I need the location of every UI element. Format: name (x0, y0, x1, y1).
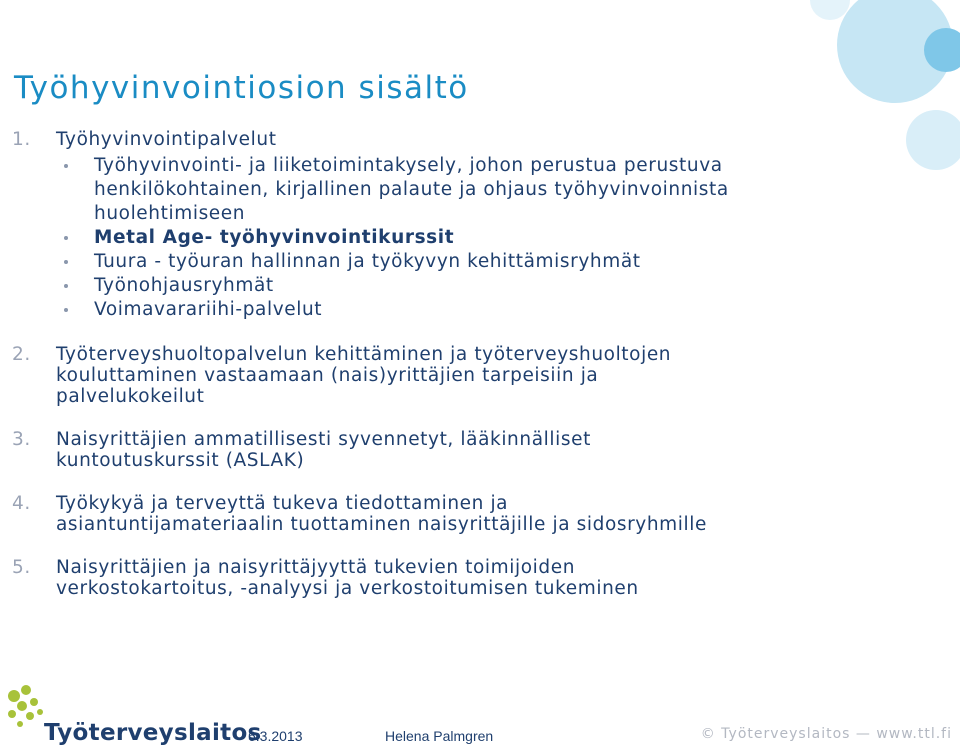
bullet-icon (64, 260, 68, 264)
slide-footer (0, 672, 960, 748)
sub-item: Metal Age- työhyvinvointikurssit (12, 226, 732, 250)
bullet-icon (64, 308, 68, 312)
logo-text: Työterveyslaitos (44, 720, 262, 746)
item-text: Työhyvinvointipalvelut (56, 129, 277, 150)
list-item-4 (12, 493, 732, 535)
list-item-3 (12, 429, 732, 471)
item-text: Työkykyä ja terveyttä tukeva tiedottaminen ja asiantuntijamateriaalin tuottaminen naisyrittäjille ja sidosryhmille (56, 493, 708, 535)
item-number: 2. (12, 344, 31, 365)
item-number: 5. (12, 557, 31, 578)
sub-item: Tuura - työuran hallinnan ja työkyvyn kehittämisryhmät (12, 250, 732, 274)
item-number: 1. (12, 129, 31, 150)
bullet-icon (64, 164, 68, 168)
bullet-icon (64, 284, 68, 288)
list-item-2 (12, 344, 732, 407)
bubble-small (810, 0, 850, 20)
item-number: 3. (12, 429, 31, 450)
slide-title: Työhyvinvointiosion sisältö (14, 70, 469, 106)
item-text: Työterveyshuoltopalvelun kehittäminen ja työterveyshuoltojen kouluttaminen vastaamaan (nais)yrittäjien tarpeisiin ja palvelukokeilut (56, 344, 672, 407)
sub-list (12, 154, 732, 322)
item-number: 4. (12, 493, 31, 514)
list-item-5 (12, 557, 732, 599)
sub-item: Voimavarariihi-palvelut (12, 298, 732, 322)
sub-item: Työhyvinvointi- ja liiketoimintakysely, johon perustua perustuva henkilökohtainen, kirjallinen palaute ja ohjaus työhyvinvoinnista huolehtimiseen (12, 154, 732, 226)
bullet-icon (64, 236, 68, 240)
footer-author: Helena Palmgren (385, 728, 494, 744)
list-item-1 (12, 129, 732, 322)
footer-date: 6.3.2013 (248, 728, 303, 744)
item-text: Naisyrittäjien ammatillisesti syvennetyt, lääkinnälliset kuntoutuskurssit (ASLAK) (56, 429, 591, 471)
bubble-medium (906, 110, 960, 170)
footer-copyright: © Työterveyslaitos — www.ttl.fi (700, 726, 952, 742)
slide-content (12, 129, 732, 599)
sub-item: Työnohjausryhmät (12, 274, 732, 298)
item-text: Naisyrittäjien ja naisyrittäjyyttä tukevien toimijoiden verkostokartoitus, -analyysi ja verkostoitumisen tukeminen (56, 557, 639, 599)
decorative-bubbles (730, 0, 960, 210)
